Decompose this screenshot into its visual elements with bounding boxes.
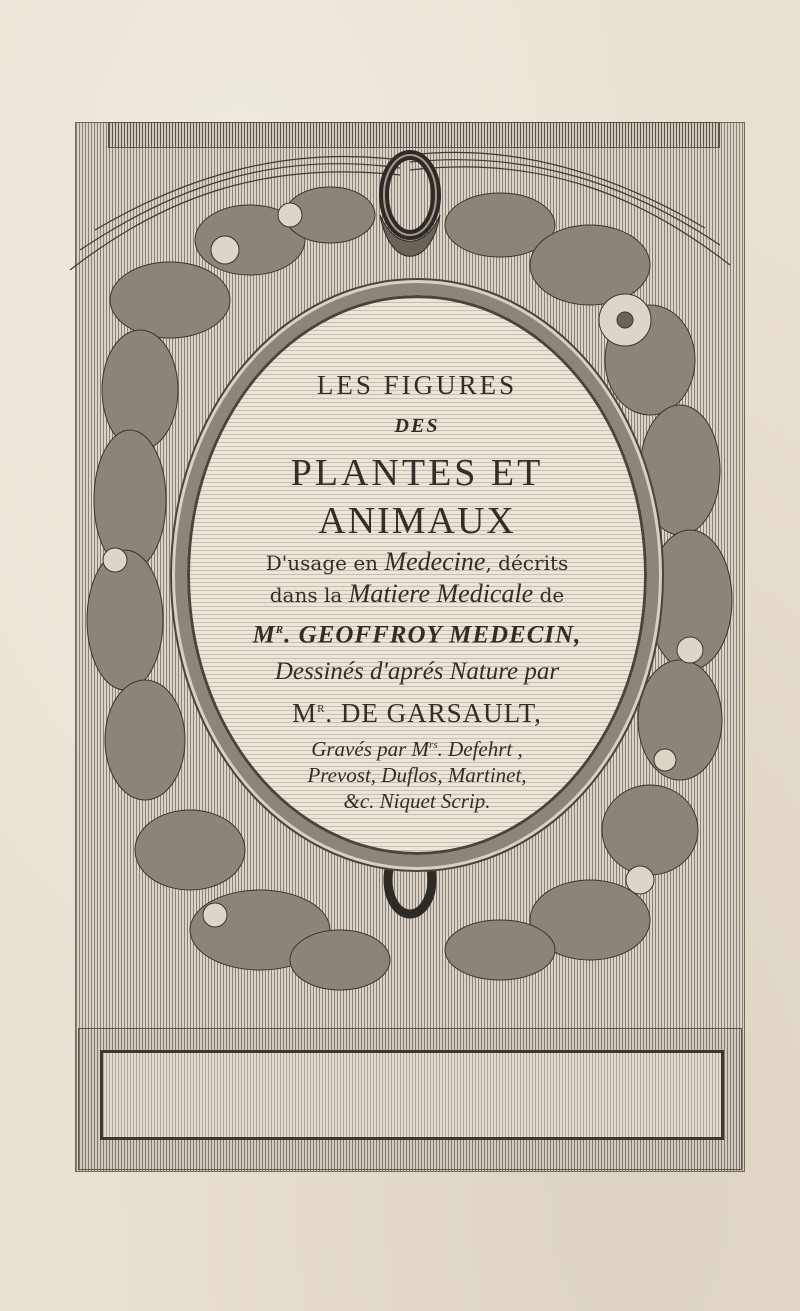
- script-engraver-line: &c. Niquet Scrip.: [343, 789, 491, 814]
- title-text-block: [187, 365, 647, 814]
- subtitle-line-usage: D'usage en Medecine, décrits: [265, 547, 569, 576]
- title-line-des: DES: [394, 415, 440, 437]
- engravers-line: Prevost, Duflos, Martinet,: [307, 763, 527, 788]
- title-line-plantes-et: PLANTES ET: [290, 452, 544, 494]
- artist-line-garsault: $M^R$. DE GARSAULT,: [292, 698, 542, 729]
- title-line-les-figures: LES FIGURES: [316, 370, 518, 400]
- engraved-by-line: Gravés par $M^{rs}$. Defehrt ,: [311, 737, 523, 762]
- blank-inscription-tablet: [100, 1050, 724, 1140]
- title-line-animaux: ANIMAUX: [318, 500, 516, 542]
- oval-medallion: [175, 283, 659, 867]
- author-line-geoffroy: $M^R$. GEOFFROY MEDECIN,: [252, 621, 582, 649]
- subtitle-line-matiere: dans la Matiere Medicale de: [269, 579, 565, 608]
- drawn-by-line: Dessinés d'aprés Nature par: [274, 658, 560, 686]
